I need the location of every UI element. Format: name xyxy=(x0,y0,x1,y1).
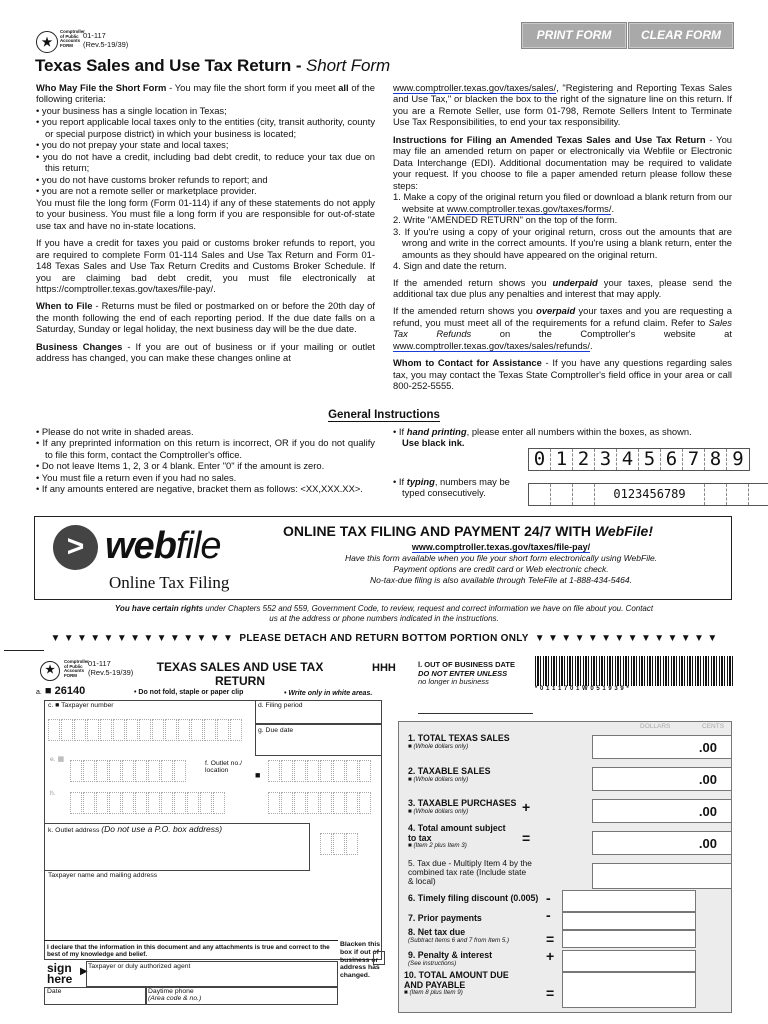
hand-printing-note: • If hand printing, please enter all numbers within the boxes, as shown. Use black ink. xyxy=(393,426,692,449)
print-form-button[interactable]: PRINT FORM xyxy=(521,22,627,49)
agent-label: Taxpayer or duly authorized agent xyxy=(88,963,191,970)
phone-label: Daytime phone (Area code & no.) xyxy=(148,988,202,1003)
list-item: • Please do not write in shaded areas. xyxy=(36,426,375,437)
due-date-label: g. Due date xyxy=(258,727,294,734)
line5-amount[interactable] xyxy=(592,863,732,889)
line10-amount[interactable] xyxy=(562,972,696,1008)
left-instructions: Who May File the Short Form - You may file the short form if you meet all of the following criteria: • your business has a single location in Texas; • you report applicable local taxes only to the entities (city, transit authority, county or special purpose district) in which your business is located; • you do not prepay your state and local taxes; • you do not have a credit, including bad debt credit, to reduce your tax due on this return; • you do not have customs broker refunds to report; and • you are not a remote seller or marketplace provider. You must file the long form (Form 01-114) if any of these statements do not apply to your business. You must file a long form if you are responsible for out-of-state use tax and have no in-state locations. If you have a credit for taxes you paid or customs broker refunds to report, you are required to complete Form 01-114 Sales and Use Tax Return and Form 01-148 Texas Sales and Use Tax Return Credits and Customs Broker Schedule. If you are claiming bad debt credit, you must file electronically at https://comptroller.texas.gov/taxes/file-pay/. When to File - Returns must be filed or postmarked on or before the 20th day of the month following the end of each reporting period. If the due date falls on a Saturday, Sunday or legal holiday, the next business day will be the due date. Business Changes - If you are out of business or if your mailing or outlet address has changed, you can make these changes online at xyxy=(36,82,375,370)
h-field[interactable] xyxy=(70,792,226,814)
outlet-no-field[interactable] xyxy=(268,760,372,782)
comptroller-logo: ★ xyxy=(36,31,58,53)
hand-digit-example: 0 1 2 3 4 5 6 7 8 9 xyxy=(528,448,750,471)
webfile-logo: webfile xyxy=(105,525,221,567)
barcode-text: * 0 1 1 1 7 0 1 W 0 5 1 9 3 9 * xyxy=(535,686,630,692)
taxpayer-number-label: c. ■ Taxpayer number xyxy=(48,702,114,709)
plus-operator-9: + xyxy=(546,948,555,964)
long-form-paragraph: You must file the long form (Form 01-114) if any of these statements do not apply to your business. You must file a long form if you are responsible for out-of-state use tax and have no in-state locations. xyxy=(36,196,375,231)
form-number-block xyxy=(83,32,128,49)
page-title: Texas Sales and Use Tax Return - Short Form xyxy=(35,56,391,75)
general-instructions-title: General Instructions xyxy=(328,409,440,421)
outlet-address-label: k. Outlet address (Do not use a P.O. box address) xyxy=(48,824,223,834)
detach-rule xyxy=(4,650,44,651)
white-only-note: • Write only in white areas. xyxy=(284,690,373,697)
business-changes: Business Changes - If you are out of business or if your mailing or outlet address has changed, you can make these changes online at xyxy=(36,340,375,364)
line7-amount[interactable] xyxy=(562,912,696,930)
overpaid-paragraph: If the amended return shows you overpaid your taxes and you are requesting a refund, you must meet all of the requirements for a refund claim. Refer to Sales Tax Refunds on the Comptroller's website at www.comptroller.texas.gov/taxes/sales/refunds/. xyxy=(393,305,732,351)
list-item: • you do not have customs broker refunds to report; and xyxy=(36,174,375,185)
form-number: 01-117 xyxy=(83,31,106,40)
arrow-icon: ▶ xyxy=(80,966,88,977)
taxpayer-name-label: Taxpayer name and mailing address xyxy=(48,872,158,879)
list-item: • your business has a single location in Texas; xyxy=(36,105,375,116)
list-item: 2. Write "AMENDED RETURN" on the top of the form. xyxy=(393,214,618,226)
form-revision: (Rev.5-19/39) xyxy=(83,39,129,49)
a-code: a. ■ 26140 xyxy=(36,685,86,697)
outlet-code-field[interactable] xyxy=(320,833,359,855)
line8-amount[interactable] xyxy=(562,930,696,948)
list-item: 4. Sign and date the return. xyxy=(393,260,507,272)
list-item: • you report applicable local taxes only to the entities (city, transit authority, county or special purpose district) in which your business is located; xyxy=(36,116,375,139)
webfile-url-link[interactable]: www.comptroller.texas.gov/taxes/file-pay/ xyxy=(411,542,591,552)
filing-period-label: d. Filing period xyxy=(258,702,303,709)
underpaid-paragraph: If the amended return shows you underpaid your taxes, please send the additional tax due plus any penalties and interest that may apply. xyxy=(393,276,732,299)
minus-operator-6: - xyxy=(546,890,551,906)
barcode xyxy=(535,656,733,686)
line1-amount[interactable]: .00 xyxy=(592,735,732,759)
line2-amount[interactable]: .00 xyxy=(592,767,732,791)
typed-digit-example: 0123456789 xyxy=(528,483,768,506)
sales-url-link[interactable]: www.comptroller.texas.gov/taxes/sales/ xyxy=(393,82,557,93)
webfile-subtitle: Online Tax Filing xyxy=(109,573,230,592)
signature-rule xyxy=(44,940,338,941)
cents-label: CENTS xyxy=(702,723,725,730)
list-item: 1. Make a copy of the original return you filed or download a blank return from our website at www.comptroller.texas.gov/taxes/forms/. xyxy=(393,191,732,214)
equals-operator: = xyxy=(522,830,531,846)
refunds-url-link[interactable]: www.comptroller.texas.gov/taxes/sales/refunds/ xyxy=(393,339,590,351)
right-instructions: www.comptroller.texas.gov/taxes/sales/, "Registering and Reporting Texas Sales and Use Tax," or blacken the box to the right of the signature line on this return. If you are a Remote Seller, use form 01-798, Remote Sellers Intent to Terminate Use Tax Responsibilities, to end your tax responsibility. Instructions for Filing an Amended Texas Sales and Use Tax Return - You may file an amended return on paper or electronically via Webfile or Electronic Data Interchange (EDI). Additional documentation may be required to validate your request. If you choose to file a paper amended return please follow these steps: 1. Make a copy of the original return you filed or download a blank return from our website at www.comptroller.texas.gov/taxes/forms/. 2. Write "AMENDED RETURN" on the top of the form. 3. If you're using a copy of your original return, cross out the amounts that are wrong and write in the correct amounts. If you're using a blank return, enter the amounts as they should have appeared on the original return. 4. Sign and date the return. If the amended return shows you underpaid your taxes, please send the additional tax due plus any penalties and interest that may apply. If the amended return shows you overpaid your taxes and you are requesting a refund, you must meet all of the requirements for a refund claim. Refer to Sales Tax Refunds on the Comptroller's website at www.comptroller.texas.gov/taxes/sales/refunds/. Whom to Contact for Assistance - If you have any questions regarding sales tax, you may contact the Texas State Comptroller's field office in your area or call 800-252-5555. xyxy=(393,82,732,392)
equals-operator-8: = xyxy=(546,931,555,947)
date-label: Date xyxy=(47,988,62,995)
line10-label: 10. TOTAL AMOUNT DUE AND PAYABLE ■ (Item 8 plus Item 9) xyxy=(404,970,509,997)
j-field[interactable] xyxy=(268,792,372,814)
logo-text: Comptroller of Public Accounts FORM xyxy=(60,29,85,48)
e-field[interactable] xyxy=(70,760,187,782)
list-item: • You must file a return even if you had no sales. xyxy=(36,472,375,483)
webfile-banner xyxy=(34,516,732,600)
return-form-number: 01-117 (Rev.5-19/39) xyxy=(88,659,134,677)
no-fold-note: • Do not fold, staple or paper clip xyxy=(134,689,244,696)
list-item: • Do not leave Items 1, 2, 3 or 4 blank. Enter "0" if the amount is zero. xyxy=(36,460,375,471)
outlet-no-label: f. Outlet no./ location xyxy=(205,760,243,775)
list-item: 3. If you're using a copy of your original return, cross out the amounts that are wrong and write in the correct amounts. If you're using a blank return, enter the amounts as they should have appeared on the original return. xyxy=(393,225,732,260)
line6-amount[interactable] xyxy=(562,890,696,912)
outlet-marker: ■ xyxy=(255,770,261,780)
return-title: TEXAS SALES AND USE TAX RETURN xyxy=(156,660,324,688)
line7-label: 7. Prior payments xyxy=(408,913,482,923)
return-logo-text: Comptroller of Public Accounts FORM xyxy=(64,659,89,678)
e-label: e. ▦ xyxy=(50,756,64,763)
oob-date-line xyxy=(418,713,533,714)
list-item: • you do not have a credit, including bad debt credit, to reduce your tax due on this return; xyxy=(36,151,375,174)
contact-paragraph: Whom to Contact for Assistance - If you have any questions regarding sales tax, you may contact the Texas State Comptroller's field office in your area or call 800-252-5555. xyxy=(393,357,732,392)
forms-url-link[interactable]: www.comptroller.texas.gov/taxes/forms/ xyxy=(446,202,612,214)
criteria-list xyxy=(36,105,375,197)
line9-label: 9. Penalty & interest (See instructions) xyxy=(408,950,493,967)
webfile-text: www.comptroller.texas.gov/taxes/file-pay/ Have this form available when you file your short form electronically using WebFile. Payment options are credit card or Web electronic check. No-tax-due filing is also available through TeleFile at 1-888-434-5464. xyxy=(344,542,658,585)
general-instructions-list xyxy=(36,426,375,495)
h-label: h. xyxy=(50,790,56,797)
credit-paragraph: If you have a credit for taxes you paid or customs broker refunds to report, you are required to complete Form 01-114 Sales and Use Tax Return and Form 01-148 Texas Sales and Use Tax Return Credits and Customs Broker Schedule. If you are claiming bad debt credit, you must file electronically at https://comptroller.texas.gov/taxes/file-pay/. xyxy=(36,237,375,294)
clear-form-button[interactable]: CLEAR FORM xyxy=(628,22,734,49)
line5-label: 5. Tax due - Multiply Item 4 by the combined tax rate (Include state & local) xyxy=(408,858,532,887)
list-item: • you do not prepay your state and local taxes; xyxy=(36,139,375,150)
sign-here-label: sign here xyxy=(47,961,73,987)
list-item: • If any amounts entered are negative, bracket them as follows: <XX,XXX.XX>. xyxy=(36,483,375,494)
line3-amount[interactable]: .00 xyxy=(592,799,732,823)
line6-label: 6. Timely filing discount (0.005) xyxy=(408,893,539,903)
typing-note: • If typing, numbers may be typed consecutively. xyxy=(393,476,510,499)
dollars-label: DOLLARS xyxy=(640,723,671,730)
equals-operator-10: = xyxy=(546,985,555,1001)
declaration-text: I declare that the information in this document and any attachments is true and correct to the best of my knowledge and belief. xyxy=(47,944,330,959)
rights-notice: You have certain rights under Chapters 552 and 559, Government Code, to review, request and correct information we have on file about you. Contact us at the address or phone numbers indicated in the instructions. xyxy=(114,604,654,623)
list-item: • you are not a remote seller or marketplace provider. xyxy=(36,185,375,196)
return-logo: ★ xyxy=(40,661,60,681)
list-item: • If any preprinted information on this return is incorrect, OR if you do not qualify to file this form, contact the Comptroller's office. xyxy=(36,437,375,460)
amend-steps xyxy=(393,191,732,271)
line9-amount[interactable] xyxy=(562,950,696,972)
hhh-code: HHH xyxy=(372,662,396,674)
line8-label: 8. Net tax due (Subtract Items 6 and 7 from Item 5.) xyxy=(408,927,510,944)
blacken-box-label: Blacken this box if out of business or address has changed. xyxy=(340,941,381,980)
out-of-business-checkbox[interactable] xyxy=(373,951,385,965)
minus-operator-7: - xyxy=(546,907,551,923)
taxpayer-number-field[interactable] xyxy=(48,719,243,741)
plus-operator: + xyxy=(522,799,531,815)
webfile-headline: ONLINE TAX FILING AND PAYMENT 24/7 WITH WebFile! xyxy=(283,523,653,539)
line4-amount[interactable]: .00 xyxy=(592,831,732,855)
when-to-file: When to File - Returns must be filed or postmarked on or before the 20th day of the month following the end of each reporting period. If the due date falls on a Saturday, Sunday or legal holiday, the next business day will be the due date. xyxy=(36,300,375,335)
line1-label: 1. TOTAL TEXAS SALES ■ (Whole dollars only) xyxy=(408,733,510,750)
line2-label: 2. TAXABLE SALES ■ (Whole dollars only) xyxy=(408,766,491,783)
webfile-arrow-icon: > xyxy=(53,525,98,570)
out-of-business-label: l. OUT OF BUSINESS DATE DO NOT ENTER UNLESS no longer in business xyxy=(418,660,515,687)
line3-label: 3. TAXABLE PURCHASES ■ (Whole dollars only) xyxy=(408,798,517,815)
line4-label: 4. Total amount subject to tax ■ (Item 2 plus Item 3) xyxy=(408,823,506,850)
detach-instruction: ▼ ▼ ▼ ▼ ▼ ▼ ▼ ▼ ▼ ▼ ▼ ▼ ▼ ▼ PLEASE DETACH AND RETURN BOTTOM PORTION ONLY ▼ ▼ ▼ ▼ ▼ ▼ ▼ ▼ ▼ ▼ ▼ ▼ ▼ ▼ xyxy=(50,633,718,644)
